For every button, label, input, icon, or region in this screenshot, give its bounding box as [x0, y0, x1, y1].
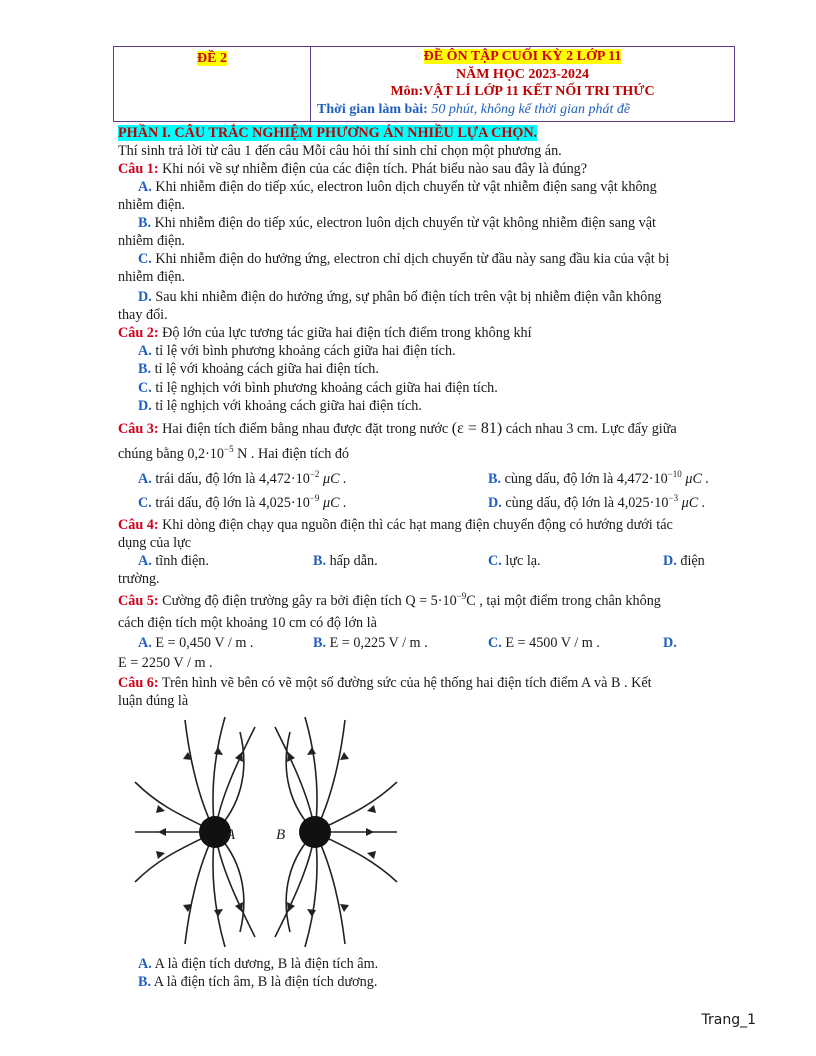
q4-text: Khi dòng điện chạy qua nguồn điện thì các hạt mang điện chuyển động có hướng dưới tác [162, 517, 673, 533]
header-left-cell [114, 47, 311, 122]
q3-a-exp: −2 [309, 469, 320, 479]
q3-d-unit: μC . [678, 495, 706, 511]
time-value: 50 phút, không kể thời gian phát đề [431, 101, 631, 117]
q2-a-text: tỉ lệ với bình phương khoảng cách giữa hai điện tích. [155, 343, 456, 359]
q1-d-text-cont: thay đổi. [118, 307, 168, 323]
q2-d-text: tỉ lệ nghịch với khoảng cách giữa hai điện tích. [155, 398, 422, 414]
q6-text-cont: luận đúng là [118, 693, 189, 709]
q3-force-unit: N . Hai điện tích đó [233, 446, 350, 462]
page-number: Trang_1 [701, 1012, 756, 1028]
field-lines-figure [130, 712, 402, 952]
q5-label: Câu 5: [118, 593, 159, 609]
exam-title: ĐỀ ÔN TẬP CUỐI KỲ 2 LỚP 11 [423, 49, 622, 64]
subject: Môn:VẬT LÍ LỚP 11 KẾT NỐI TRI THỨC [390, 84, 655, 99]
q3-d-label: D. [488, 495, 502, 511]
q2-d-label: D. [138, 398, 152, 414]
q1-a-text-cont: nhiễm điện. [118, 197, 185, 213]
q2-c-label: C. [138, 380, 152, 396]
q1-a-text: Khi nhiễm điện do tiếp xúc, electron luôn dịch chuyển từ vật nhiễm điện sang vật không [155, 179, 657, 195]
q3-c-label: C. [138, 495, 152, 511]
q2-label: Câu 2: [118, 325, 159, 341]
q3-text: Hai điện tích điểm bằng nhau được đặt trong nước [162, 421, 449, 437]
q4-d-text-cont: trường. [118, 571, 160, 587]
q1-d-label: D. [138, 289, 152, 305]
q5-b-label: B. [313, 635, 327, 651]
q2-b-label: B. [138, 361, 152, 377]
q4-label: Câu 4: [118, 517, 159, 533]
q1-label: Câu 1: [118, 161, 159, 177]
figure-label-a: A [226, 827, 236, 843]
q1-text: Khi nói về sự nhiễm điện của các điện tích. Phát biểu nào sau đây là đúng? [162, 161, 588, 177]
q6-label: Câu 6: [118, 675, 159, 691]
q1-d-text: Sau khi nhiễm điện do hưởng ứng, sự phân bố điện tích trên vật bị nhiễm điện vẫn không [155, 289, 662, 305]
q4-c-label: C. [488, 553, 502, 569]
q6-a-text: A là điện tích dương, B là điện tích âm. [154, 956, 379, 972]
time-label: Thời gian làm bài: [317, 101, 428, 117]
q4-b-label: B. [313, 553, 327, 569]
q3-epsilon: (ε = 81) [451, 420, 503, 437]
q3-force-exp: −5 [224, 444, 234, 454]
q1-c-label: C. [138, 251, 152, 267]
q5-d-label: D. [663, 635, 677, 651]
q6-a-label: A. [138, 956, 152, 972]
q1-c-text: Khi nhiễm điện do hưởng ứng, electron chỉ dịch chuyển từ đầu này sang đầu kia của vật bị [155, 251, 670, 267]
header-right-cell [311, 47, 735, 122]
q6-text: Trên hình vẽ bên có vẽ một số đường sức của hệ thống hai điện tích điểm A và B . Kết [161, 675, 652, 691]
header-table [113, 46, 735, 122]
q3-d-text: cùng dấu, độ lớn là 4,025·10 [505, 495, 669, 511]
q6-b-label: B. [138, 974, 152, 990]
q4-c-text: lực lạ. [505, 553, 541, 569]
q3-b-label: B. [488, 471, 502, 487]
q4-d-label: D. [663, 553, 677, 569]
q2-text: Độ lớn của lực tương tác giữa hai điện tích điểm trong không khí [162, 325, 532, 341]
q2-a-label: A. [138, 343, 152, 359]
q5-text-cont: cách điện tích một khoảng 10 cm có độ lớn là [118, 615, 377, 631]
q3-c-exp: −9 [309, 493, 320, 503]
q3-force: chúng bằng 0,2·10 [118, 446, 224, 462]
q5-a-label: A. [138, 635, 152, 651]
section-title: PHẦN I. CÂU TRẮC NGHIỆM PHƯƠNG ÁN NHIỀU LỰA CHỌN. [118, 125, 538, 141]
q4-d-text: điện [680, 553, 705, 569]
q4-b-text: hấp dẫn. [329, 553, 378, 569]
q3-c-unit: μC . [319, 495, 347, 511]
q5-exp: −9 [456, 591, 467, 601]
q3-a-unit: μC . [319, 471, 347, 487]
q5-b-text: E = 0,225 V / m . [329, 635, 428, 651]
q3-a-text: trái dấu, độ lớn là 4,472·10 [155, 471, 310, 487]
exam-code: ĐỀ 2 [197, 51, 227, 66]
q5-a-text: E = 0,450 V / m . [155, 635, 254, 651]
q5-d-text: E = 2250 V / m . [118, 655, 213, 671]
q3-b-text: cùng dấu, độ lớn là 4,472·10 [504, 471, 668, 487]
q5-c-text: E = 4500 V / m . [505, 635, 600, 651]
q6-b-text: A là điện tích âm, B là điện tích dương. [153, 974, 378, 990]
school-year: NĂM HỌC 2023-2024 [456, 66, 589, 82]
q5-text-b: C , tại một điểm trong chân không [466, 593, 661, 609]
q5-text: Cường độ điện trường gây ra bởi điện tích Q = 5·10 [162, 593, 457, 609]
q1-b-label: B. [138, 215, 152, 231]
q2-b-text: tỉ lệ với khoảng cách giữa hai điện tích. [154, 361, 379, 377]
q3-c-text: trái dấu, độ lớn là 4,025·10 [155, 495, 310, 511]
figure-label-b: B [276, 827, 286, 843]
q4-text-cont: dụng của lực [118, 535, 192, 551]
q1-c-text-cont: nhiễm điện. [118, 269, 185, 285]
q4-a-text: tĩnh điện. [155, 553, 209, 569]
q2-c-text: tỉ lệ nghịch với bình phương khoảng cách giữa hai điện tích. [155, 380, 498, 396]
q3-d-exp: −3 [668, 493, 679, 503]
q1-a-label: A. [138, 179, 152, 195]
q3-a-label: A. [138, 471, 152, 487]
q1-b-text: Khi nhiễm điện do tiếp xúc, electron luôn dịch chuyển từ vật không nhiễm điện sang vật [154, 215, 656, 231]
q3-text-b: cách nhau 3 cm. Lực đẩy giữa [505, 421, 677, 437]
q3-b-exp: −10 [667, 469, 682, 479]
q5-c-label: C. [488, 635, 502, 651]
q3-b-unit: μC . [681, 471, 710, 487]
q4-a-label: A. [138, 553, 152, 569]
q3-label: Câu 3: [118, 421, 159, 437]
q1-b-text-cont: nhiễm điện. [118, 233, 185, 249]
section-instructions: Thí sinh trả lời từ câu 1 đến câu Mỗi câu hỏi thí sinh chỉ chọn một phương án. [118, 143, 562, 159]
